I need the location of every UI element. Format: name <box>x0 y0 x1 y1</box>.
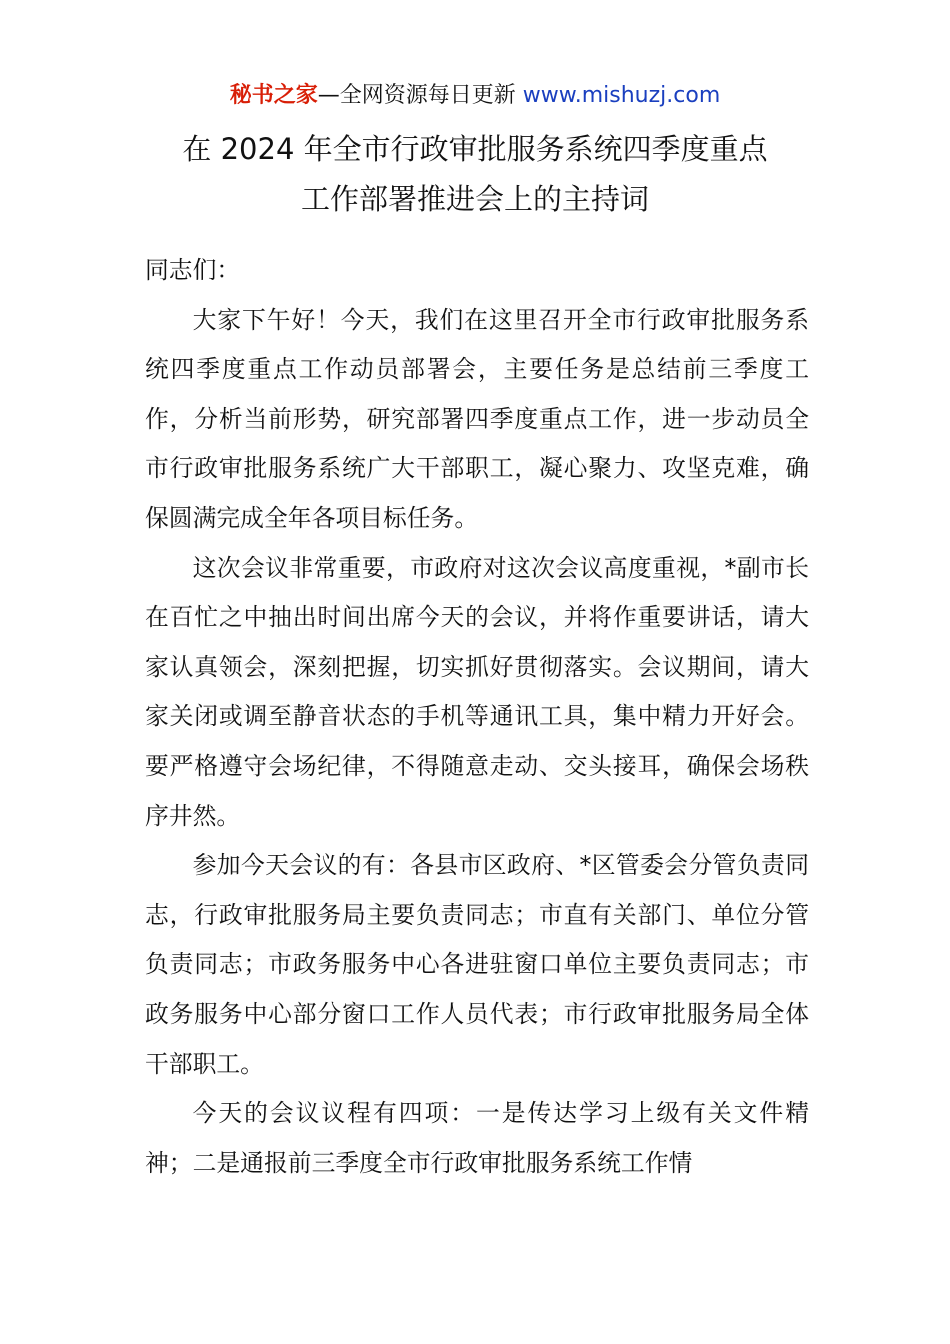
paragraph-agenda: 今天的会议议程有四项：一是传达学习上级有关文件精神；二是通报前三季度全市行政审批服务系统工作情 <box>145 1099 809 1177</box>
paragraph-opening: 大家下午好！今天，我们在这里召开全市行政审批服务系统四季度重点工作动员部署会，主要任务是总结前三季度工作，分析当前形势，研究部署四季度重点工作，进一步动员全市行政审批服务系统广大干部职工，凝心聚力、攻坚克难，确保圆满完成全年各项目标任务。 <box>145 305 809 532</box>
title-line-1: 在 2024 年全市行政审批服务系统四季度重点 <box>182 132 768 166</box>
paragraph-attendees: 参加今天会议的有：各县市区政府、*区管委会分管负责同志，行政审批服务局主要负责同志；市直有关部门、单位分管负责同志；市政务服务中心各进驻窗口单位主要负责同志；市政务服务中心部分窗口工作人员代表；市行政审批服务局全体干部职工。 <box>145 851 809 1078</box>
brand-name: 秘书之家 <box>229 83 318 108</box>
paragraph-importance: 这次会议非常重要，市政府对这次会议高度重视，*副市长在百忙之中抽出时间出席今天的会议，并将作重要讲话，请大家认真领会，深刻把握，切实抓好贯彻落实。会议期间，请大家关闭或调至静音状态的手机等通讯工具，集中精力开好会。要严格遵守会场纪律，不得随意走动、交头接耳，确保会场秩序井然。 <box>145 553 809 830</box>
salutation: 同志们： <box>145 256 241 284</box>
title-line-2: 工作部署推进会上的主持词 <box>300 182 649 216</box>
document-title <box>0 124 950 224</box>
site-header <box>0 80 950 112</box>
header-tagline: —全网资源每日更新 <box>317 83 516 108</box>
site-url-link[interactable]: www.mishuzj.com <box>522 83 721 108</box>
document-body <box>145 246 809 1188</box>
